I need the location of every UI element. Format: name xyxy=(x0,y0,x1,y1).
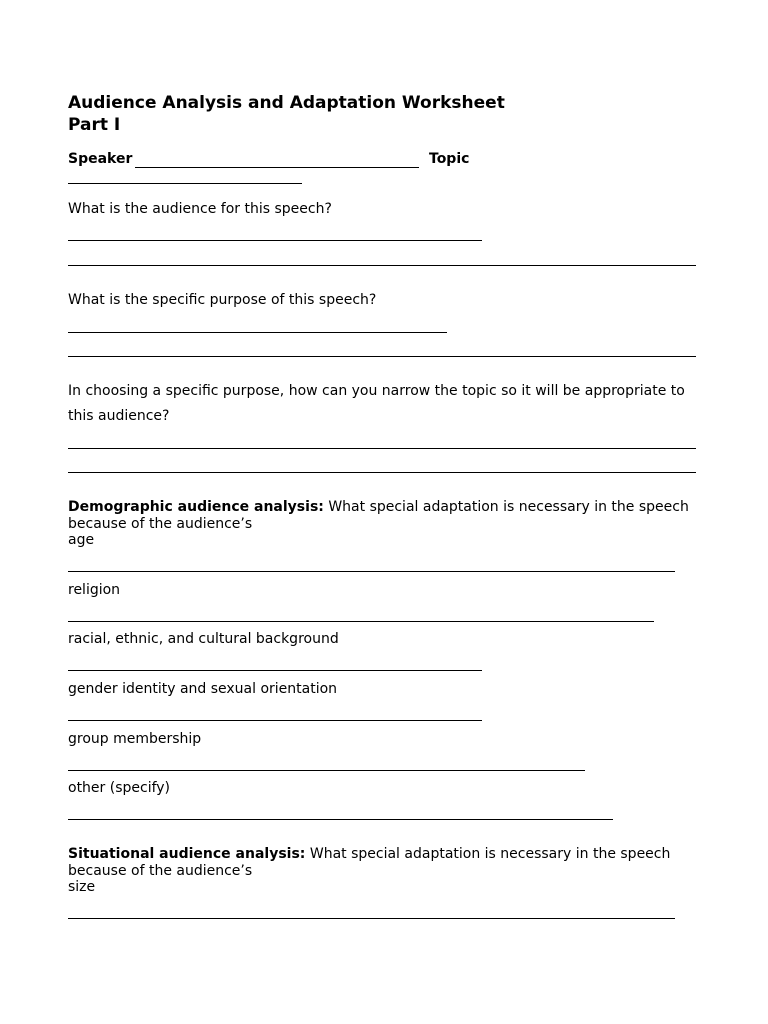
part-heading: Part I xyxy=(68,115,121,135)
item-group: group membership xyxy=(68,731,202,747)
situational-prompt-cont: because of the audience’s xyxy=(68,863,253,879)
situational-heading: Situational audience analysis: xyxy=(68,846,306,862)
answer-line[interactable] xyxy=(68,670,482,671)
answer-line[interactable] xyxy=(68,770,585,771)
item-background: racial, ethnic, and cultural background xyxy=(68,631,339,647)
answer-line[interactable] xyxy=(68,918,675,919)
answer-line[interactable] xyxy=(68,621,654,622)
item-other: other (specify) xyxy=(68,780,171,796)
demographic-prompt-cont: because of the audience’s xyxy=(68,516,253,532)
purpose-question: What is the specific purpose of this speech? xyxy=(68,292,377,308)
topic-field[interactable] xyxy=(68,183,302,184)
item-religion: religion xyxy=(68,582,121,598)
narrow-topic-question-cont: this audience? xyxy=(68,408,170,424)
situational-prompt-text: What special adaptation is necessary in the speech xyxy=(309,846,671,862)
item-size: size xyxy=(68,879,96,895)
item-gender: gender identity and sexual orientation xyxy=(68,681,338,697)
demographic-prompt-text: What special adaptation is necessary in the speech xyxy=(328,499,689,515)
speaker-label: Speaker xyxy=(68,151,133,167)
situational-prompt xyxy=(68,846,670,863)
demographic-heading: Demographic audience analysis: xyxy=(68,499,324,515)
answer-line[interactable] xyxy=(68,332,447,333)
audience-question: What is the audience for this speech? xyxy=(68,201,332,217)
worksheet-title: Audience Analysis and Adaptation Worksheet xyxy=(68,93,505,113)
answer-line[interactable] xyxy=(68,448,696,449)
demographic-prompt xyxy=(68,499,689,516)
answer-line[interactable] xyxy=(68,720,482,721)
narrow-topic-question: In choosing a specific purpose, how can you narrow the topic so it will be appropriate to xyxy=(68,383,685,399)
answer-line[interactable] xyxy=(68,356,696,357)
answer-line[interactable] xyxy=(68,240,482,241)
answer-line[interactable] xyxy=(68,819,613,820)
item-age: age xyxy=(68,532,95,548)
answer-line[interactable] xyxy=(68,571,675,572)
speaker-field[interactable] xyxy=(135,167,419,168)
topic-label: Topic xyxy=(429,151,470,167)
answer-line[interactable] xyxy=(68,265,696,266)
answer-line[interactable] xyxy=(68,472,696,473)
